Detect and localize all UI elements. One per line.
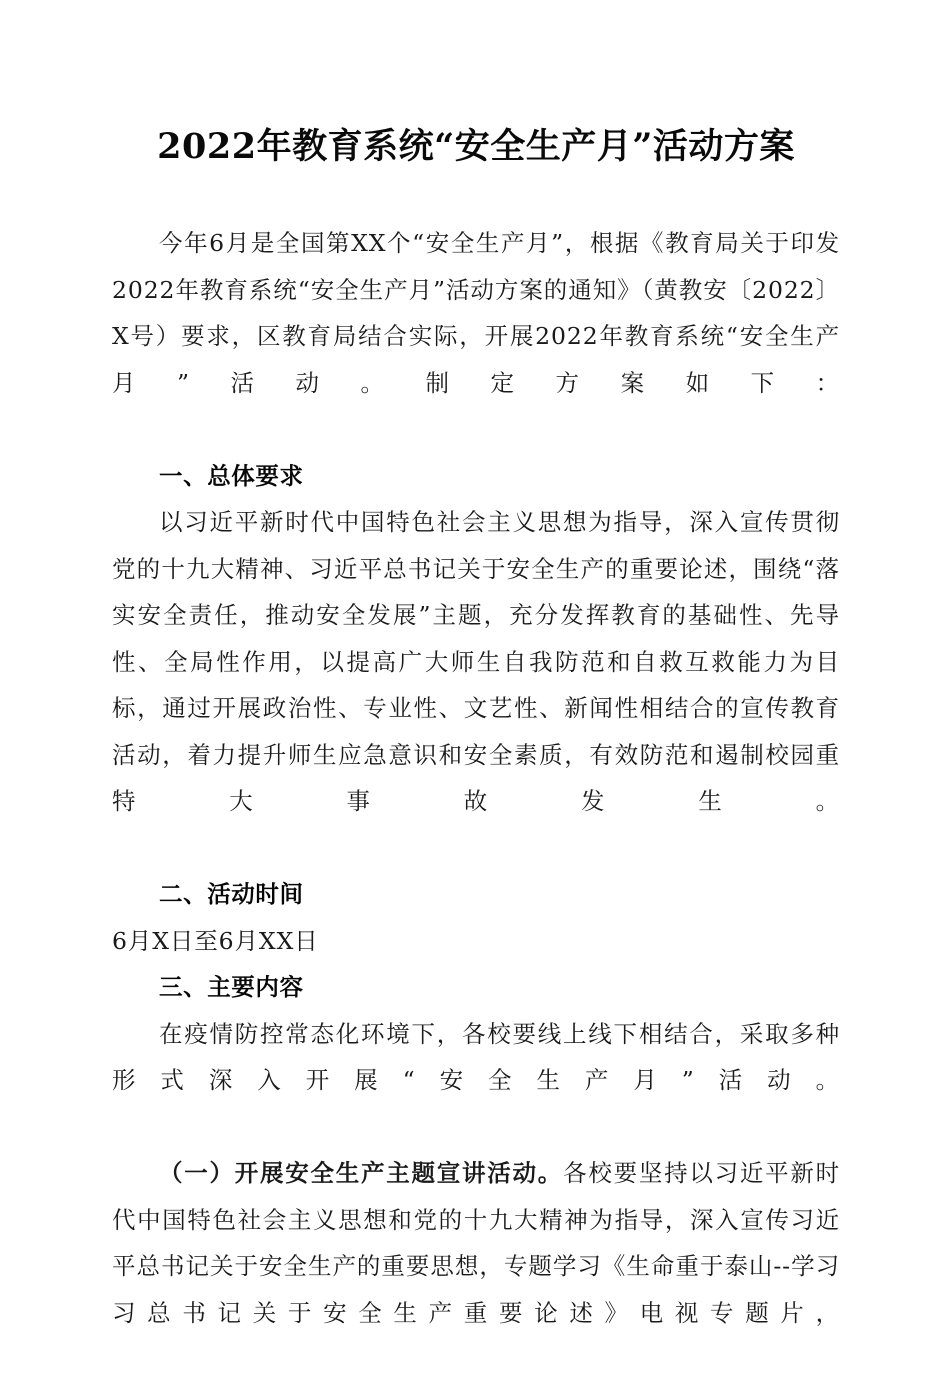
activity-date-line: 6月X日至6月XX日 [112,926,319,955]
heading-section-three: 三、主要内容 [159,974,304,1000]
document-content [112,118,840,1383]
heading-section-two: 二、活动时间 [159,881,304,907]
section-one-body: 以习近平新时代中国特色社会主义思想为指导，深入宣传贯彻党的十九大精神、习近平总书记关于安全生产的重要论述，围绕“落实安全责任，推动安全发展”主题，充分发挥教育的基础性、先导性、全局性作用，以提高广大师生自我防范和自救互救能力为目标，通过开展政治性、专业性、文艺性、新闻性相结合的宣传教育活动，着力提升师生应急意识和安全素质，有效防范和遏制校园重特大事故发生。 [112,508,840,815]
subsection-one [112,1150,840,1383]
subsection-one-text: 各校要坚持以习近平新时代中国特色社会主义思想和党的十九大精神为指导，深入宣传习近平总书记关于安全生产的重要思想，专题学习《生命重于泰山--学习习总书记关于安全生产重要论述》电视专题片， [112,1159,840,1327]
subsection-one-lead: （一）开展安全生产主题宣讲活动。 [159,1159,564,1187]
section-three-body: 在疫情防控常态化环境下，各校要线上线下相结合，采取多种形式深入开展“安全生产月”活动。 [112,1019,840,1094]
heading-section-one: 一、总体要求 [159,462,304,489]
page-title: 2022年教育系统“安全生产月”活动方案 [157,126,795,167]
intro-paragraph: 今年6月是全国第XX个“安全生产月”，根据《教育局关于印发2022年教育系统“安全生产月”活动方案的通知》（黄教安〔2022〕X号）要求，区教育局结合实际，开展2022年教育系统“安全生产月”活动。制定方案如下： [112,229,840,397]
